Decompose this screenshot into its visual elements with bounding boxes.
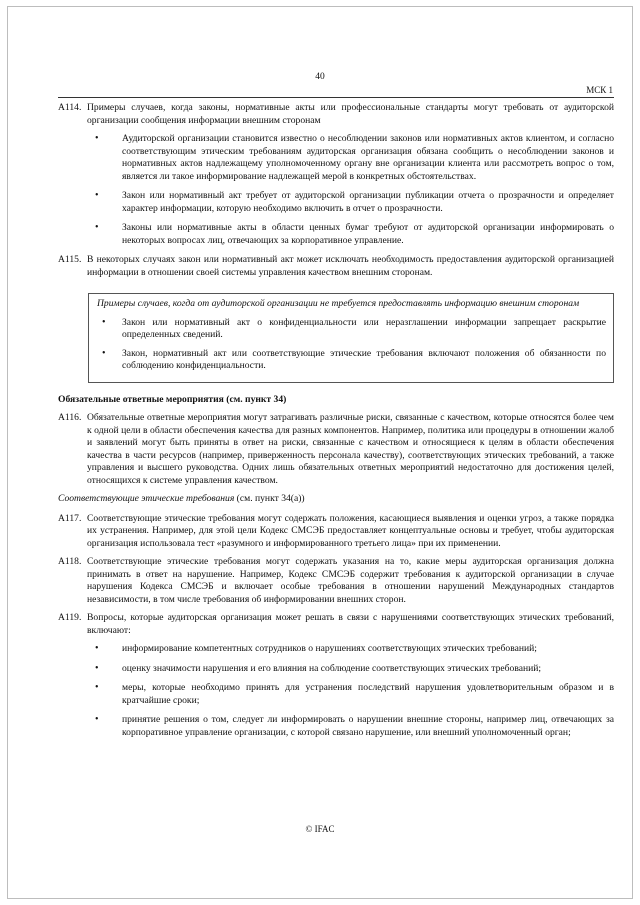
page-content (58, 102, 614, 746)
paragraph-number: A119. (58, 612, 82, 623)
paragraph-a114 (58, 102, 614, 127)
subsection-heading (58, 493, 614, 506)
paragraph-a118 (58, 556, 614, 606)
paragraph-text: Соответствующие этические требования могут содержать положения, касающиеся выявления и оценки угроз, а также порядка их устранения. Например, для этой цели Кодекс СМСЭБ предоставляет концептуальные основы и требует, чтобы аудиторская организация использовала тест «разумного и информированного третьего лица» при их применении. (87, 512, 614, 549)
paragraph-number: A115. (58, 254, 82, 265)
section-heading: Обязательные ответные мероприятия (см. пункт 34) (58, 393, 287, 405)
paragraph-number: A118. (58, 556, 82, 567)
paragraph-text: Соответствующие этические требования могут содержать указания на то, какие меры аудиторская организация должна принимать в ответ на нарушение. Например, Кодекс СМСЭБ содержит требования к аудиторской организации в случае нарушения Кодекса СМСЭБ и включает особые требования в отношении нарушений Международных стандартов независимости, в том числе требования об информировании внешних сторон. (87, 556, 614, 605)
list-item: • принятие решения о том, следует ли информировать о нарушении внешние стороны, например лиц, отвечающих за корпоративное управление организации, с которой связано нарушение, или внешний уполномоченный орган; (58, 714, 614, 739)
paragraph-a115 (58, 254, 614, 279)
paragraph-text: Обязательные ответные мероприятия могут затрагивать различные риски, связанные с качеством, которые относятся более чем к одной цели в области обеспечения качества для разных компонентов. Например, политика или процедуры в отношении жалоб и заявлений могут быть приняты в ответ на риски, связанные с качеством и относящиеся к целям в области обеспечения качества в части ресурсов (например, приверженность персонала качеству), соответствующих этических требований, а также управления и высшего руководства. Одних лишь обязательных ответных мероприятий недостаточно для достижения целей, относящихся к системе управления качеством. (87, 412, 614, 486)
examples-bullet-list (97, 317, 606, 373)
page-number: 40 (315, 72, 325, 82)
paragraph-a119 (58, 612, 614, 637)
subsection-heading-title: Соответствующие этические требования (58, 493, 235, 504)
paragraph-a116 (58, 412, 614, 487)
document-code: МСК 1 (586, 85, 613, 95)
list-item: • информирование компетентных сотрудников о нарушениях соответствующих этических требований; (58, 643, 614, 656)
list-item: • Закон или нормативный акт требует от аудиторской организации публикации отчета о прозрачности и определяет характер информации, которую необходимо включить в отчет о прозрачности. (58, 190, 614, 215)
a119-bullet-list (58, 643, 614, 739)
header-divider (58, 97, 614, 98)
paragraph-number: A117. (58, 512, 82, 524)
examples-box-title: Примеры случаев, когда от аудиторской организации не требуется предоставлять информацию внешним сторонам (97, 298, 580, 309)
a114-bullet-list (58, 133, 614, 247)
paragraph-number: A114. (58, 102, 82, 113)
subsection-heading-reference: (см. пункт 34(a)) (234, 493, 305, 504)
examples-box (88, 293, 614, 383)
list-item: • Аудиторской организации становится известно о несоблюдении законов или нормативных актов клиентом, и согласно соответствующим этическим требованиям аудиторская организация обязана сообщить о несоблюдении законов и нормативных актов надлежащему уполномоченному органу вне организации клиента или рассмотреть вопрос о том, является ли такое информирование надлежащей мерой в конкретных обстоятельствах. (58, 133, 614, 183)
list-item: • Закон, нормативный акт или соответствующие этические требования включают положения об обязанности по соблюдению конфиденциальности. (97, 348, 606, 373)
list-item: • Закон или нормативный акт о конфиденциальности или неразглашении информации запрещает раскрытие определенных сведений. (97, 317, 606, 342)
paragraph-text: В некоторых случаях закон или нормативный акт может исключать необходимость предоставления аудиторской организацией информации в отношении своей системы управления качеством внешним сторонам. (87, 254, 614, 278)
paragraph-text: Вопросы, которые аудиторская организация может решать в связи с нарушениями соответствующих этических требований, включают: (87, 612, 614, 636)
paragraph-text: Примеры случаев, когда законы, нормативные акты или профессиональные стандарты могут требовать от аудиторской организации сообщения информации внешним сторонам (87, 102, 614, 126)
paragraph-a117 (58, 513, 614, 551)
list-item: • меры, которые необходимо принять для устранения последствий нарушения удовлетворительным образом и в кратчайшие сроки; (58, 682, 614, 707)
paragraph-number: A116. (58, 412, 82, 423)
copyright-footer: © IFAC (305, 824, 335, 834)
list-item: • оценку значимости нарушения и его влияния на соблюдение соответствующих этических требований; (58, 663, 614, 676)
list-item: • Законы или нормативные акты в области ценных бумаг требуют от аудиторской организации информировать о некоторых вопросах лиц, отвечающих за корпоративное управление. (58, 222, 614, 247)
